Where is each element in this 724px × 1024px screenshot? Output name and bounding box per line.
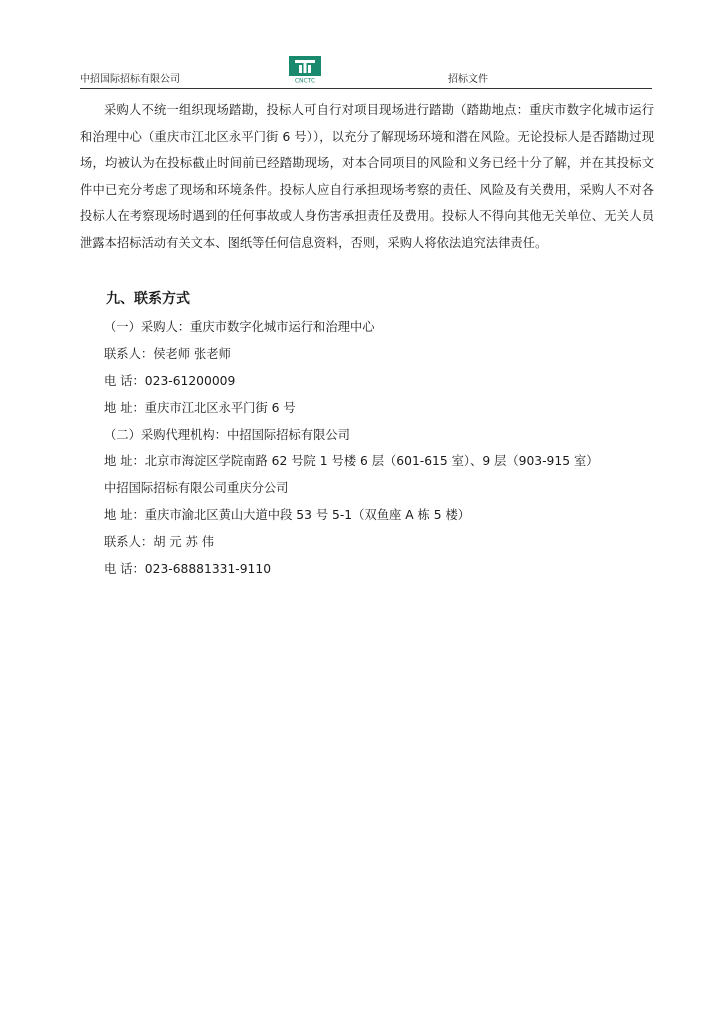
purchaser-contact-person: 联系人：侯老师 张老师 xyxy=(104,347,231,361)
page-header xyxy=(80,56,652,89)
purchaser-line: （一）采购人：重庆市数字化城市运行和治理中心 xyxy=(104,320,375,334)
branch-address: 地 址：重庆市渝北区黄山大道中段 53 号 5-1（双鱼座 A 栋 5 楼） xyxy=(104,508,471,522)
company-logo-icon xyxy=(289,56,321,84)
agency-line: （二）采购代理机构：中招国际招标有限公司 xyxy=(104,428,350,442)
section-title-contact: 九、联系方式 xyxy=(106,291,190,307)
header-company-name: 中招国际招标有限公司 xyxy=(80,74,180,85)
purchaser-phone: 电 话：023-61200009 xyxy=(104,374,236,388)
purchaser-address: 地 址：重庆市江北区永平门街 6 号 xyxy=(104,401,296,415)
agency-address: 地 址：北京市海淀区学院南路 62 号院 1 号楼 6 层（601-615 室）、9 层（903-915 室） xyxy=(104,454,599,468)
site-visit-paragraph: 采购人不统一组织现场踏勘，投标人可自行对项目现场进行踏勘（踏勘地点：重庆市数字化城市运行和治理中心（重庆市江北区永平门街 6 号）），以充分了解现场环境和潜在风险。无论投标人是否踏勘过现场，均被认为在投标截止时间前已经踏勘现场，对本合同项目的风险和义务已经十分了解，并在其投标文件中已充分考虑了现场和环境条件。投标人应自行承担现场考察的责任、风险及有关费用，采购人不对各投标人在考察现场时遇到的任何事故或人身伤害承担责任及费用。投标人不得向其他无关单位、无关人员泄露本招标活动有关文本、图纸等任何信息资料，否则，采购人将依法追究法律责任。 xyxy=(80,103,654,250)
agency-branch-name: 中招国际招标有限公司重庆分公司 xyxy=(104,481,289,495)
branch-phone: 电 话：023-68881331-9110 xyxy=(104,562,272,576)
logo-text: CNCTC xyxy=(294,77,316,84)
branch-contact-person: 联系人：胡 元 苏 伟 xyxy=(104,535,215,549)
header-document-type: 招标文件 xyxy=(448,74,488,85)
